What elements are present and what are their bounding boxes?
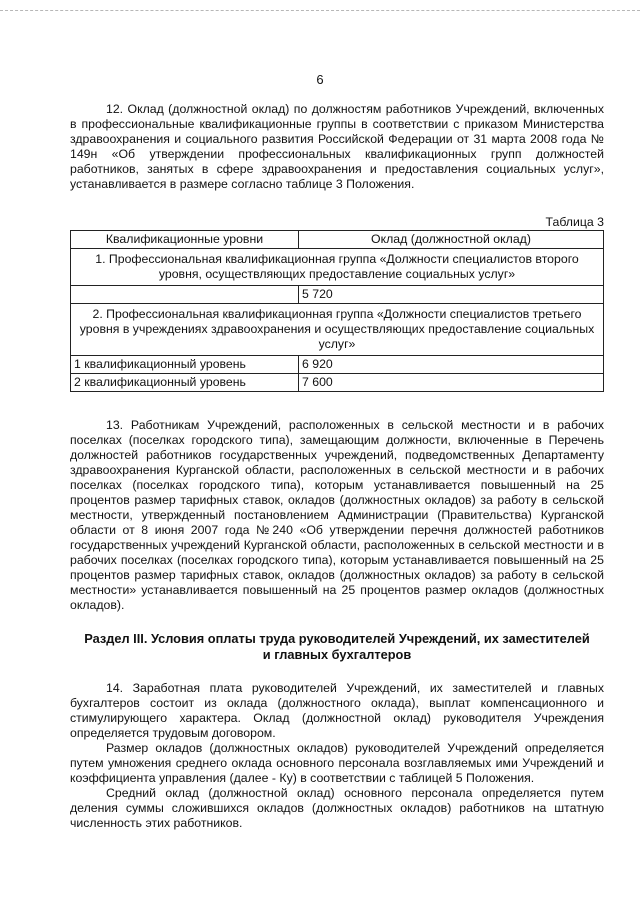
table-header-row — [71, 231, 604, 249]
paragraph-13: 13. Работникам Учреждений, расположенных в сельской местности и в рабочих поселках (поселках городского типа), замещающим должности, включенные в Перечень должностей работников государственных учреждений, подведомственных Департаменту здравоохранения Курганской области, расположенных в сельской местности и в рабочих поселках (поселках городского типа), которым устанавливается повышенный на 25 процентов размер тарифных ставок, окладов (должностных окладов) за работу в сельской местности, утвержденный постановлением Администрации (Правительства) Курганской области от 8 июня 2007 года №240 «Об утверждении перечня должностей работников государственных учреждений Курганской области, расположенных в сельской местности и в рабочих поселках (поселках городского типа), которым устанавливается повышенный на 25 процентов размер тарифных ставок, окладов (должностных окладов) за работу в сельской местности» устанавливается повышенный на 25 процентов размер окладов (должностных окладов). — [70, 418, 604, 612]
paragraph-14-average: Средний оклад (должностной оклад) основного персонала определяется путем деления суммы сложившихся окладов (должностных окладов) работников на штатную численность этих работников. — [70, 786, 604, 830]
table-group-row — [71, 304, 604, 356]
section-title-line-1: Раздел III. Условия оплаты труда руководителей Учреждений, их заместителей — [84, 631, 590, 646]
group-2-title: 2. Профессиональная квалификационная группа «Должности специалистов третьего уровня в учреждениях здравоохранения и осуществляющих предоставление социальных услуг» — [71, 304, 604, 356]
section-3-heading — [70, 631, 604, 663]
page-content — [70, 102, 604, 831]
group-1-title: 1. Профессиональная квалификационная группа «Должности специалистов второго уровня, осуществляющих предоставление социальных услуг» — [71, 249, 604, 286]
header-qualification-levels: Квалификационные уровни — [71, 231, 299, 249]
salary-table — [70, 230, 604, 392]
section-title-line-2: и главных бухгалтеров — [262, 647, 412, 662]
table-row — [71, 374, 604, 392]
table-caption: Таблица 3 — [545, 215, 604, 229]
level-cell: 2 квалификационный уровень — [71, 374, 299, 392]
page-number: 6 — [316, 72, 324, 87]
salary-cell: 5 720 — [299, 286, 604, 304]
scan-edge-line — [0, 10, 640, 12]
table-row — [71, 356, 604, 374]
paragraph-14-size: Размер окладов (должностных окладов) руководителей Учреждений определяется путем умножения среднего оклада основного персонала возглавляемых ими Учреждений и коэффициента управления (далее - Ку) в соответствии с таблицей 5 Положения. — [70, 741, 604, 785]
salary-cell: 7 600 — [299, 374, 604, 392]
table-group-row — [71, 249, 604, 286]
level-cell — [71, 286, 299, 304]
paragraph-14: 14. Заработная плата руководителей Учреждений, их заместителей и главных бухгалтеров состоит из оклада (должностного оклада), выплат компенсационного и стимулирующего характера. Оклад (должностной оклад) руководителя Учреждения определяется трудовым договором. — [70, 681, 604, 740]
paragraph-12: 12. Оклад (должностной оклад) по должностям работников Учреждений, включенных в профессиональные квалификационные группы в соответствии с приказом Министерства здравоохранения и социального развития Российской Федерации от 31 марта 2008 года № 149н «Об утверждении профессиональных квалификационных групп должностей работников, занятых в сфере здравоохранения и предоставления социальных услуг», устанавливается в размере согласно таблице 3 Положения. — [70, 102, 604, 191]
table-row — [71, 286, 604, 304]
level-cell: 1 квалификационный уровень — [71, 356, 299, 374]
header-salary: Оклад (должностной оклад) — [299, 231, 604, 249]
salary-cell: 6 920 — [299, 356, 604, 374]
